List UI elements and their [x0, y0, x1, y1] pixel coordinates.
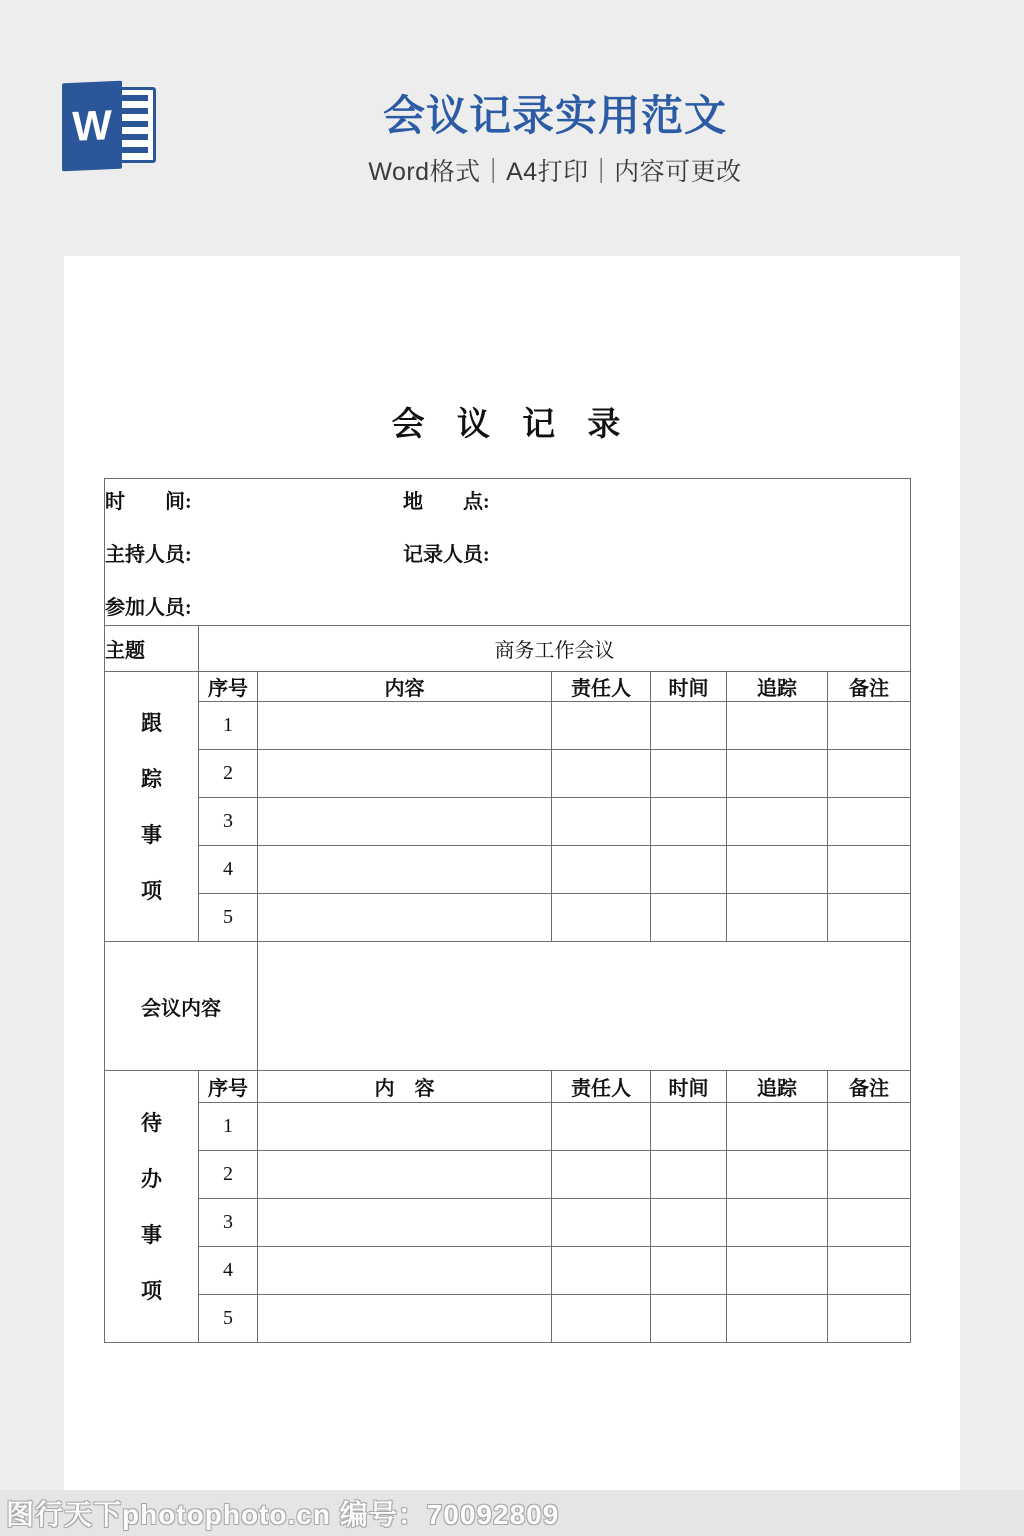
- row-number: 1: [199, 702, 258, 750]
- empty-cell: [828, 846, 911, 894]
- empty-cell: [258, 894, 552, 942]
- empty-cell: [552, 894, 651, 942]
- col-head-remark: 备注: [828, 672, 911, 702]
- info-line-2: [105, 538, 910, 567]
- empty-cell: [651, 750, 727, 798]
- row-number: 4: [199, 846, 258, 894]
- col-head-remark: 备注: [828, 1071, 911, 1103]
- watermark-text: 图行天下photophoto.cn 编号：70092809: [6, 1499, 560, 1530]
- place-label: 地 点:: [403, 490, 490, 513]
- empty-cell: [651, 894, 727, 942]
- recorder-label: 记录人员:: [403, 543, 490, 566]
- meeting-content-label: 会议内容: [105, 942, 258, 1071]
- todo-side-cell: [105, 1071, 199, 1343]
- followup-row-2: [105, 750, 911, 798]
- empty-cell: [552, 798, 651, 846]
- template-subtitle: Word格式｜A4打印｜内容可更改: [368, 158, 742, 187]
- empty-cell: [552, 1295, 651, 1343]
- empty-cell: [258, 750, 552, 798]
- todo-header-row: [105, 1071, 911, 1103]
- col-head-time: 时间: [651, 672, 727, 702]
- empty-cell: [727, 1295, 828, 1343]
- empty-cell: [258, 1199, 552, 1247]
- empty-cell: [258, 798, 552, 846]
- row-number: 3: [199, 798, 258, 846]
- col-head-owner: 责任人: [552, 672, 651, 702]
- empty-cell: [727, 702, 828, 750]
- time-label: 时 间:: [105, 490, 192, 513]
- empty-cell: [651, 1199, 727, 1247]
- row-number: 2: [199, 1151, 258, 1199]
- word-logo-icon: [62, 82, 158, 170]
- empty-cell: [651, 1103, 727, 1151]
- attendees-label: 参加人员:: [105, 596, 192, 619]
- word-letter: W: [72, 101, 112, 150]
- empty-cell: [828, 1199, 911, 1247]
- todo-side-label: 待办事项: [140, 1110, 162, 1303]
- empty-cell: [552, 846, 651, 894]
- empty-cell: [727, 1247, 828, 1295]
- word-blue-panel: [62, 81, 122, 172]
- empty-cell: [828, 1103, 911, 1151]
- col-head-track: 追踪: [727, 672, 828, 702]
- template-title: 会议记录实用范文: [382, 92, 727, 139]
- col-head-seq: 序号: [199, 672, 258, 702]
- info-line-1: [105, 485, 910, 514]
- empty-cell: [552, 1103, 651, 1151]
- row-number: 5: [199, 894, 258, 942]
- info-line-3: [105, 591, 910, 620]
- empty-cell: [552, 1199, 651, 1247]
- empty-cell: [258, 1151, 552, 1199]
- topic-value: 商务工作会议: [199, 626, 911, 672]
- topic-row: [105, 626, 911, 672]
- empty-cell: [727, 1151, 828, 1199]
- header-text: [330, 92, 780, 188]
- empty-cell: [258, 1103, 552, 1151]
- empty-cell: [651, 1295, 727, 1343]
- empty-cell: [552, 702, 651, 750]
- empty-cell: [258, 1295, 552, 1343]
- col-head-content: 内容: [258, 672, 552, 702]
- empty-cell: [828, 702, 911, 750]
- meeting-content-area: [258, 942, 911, 1071]
- empty-cell: [727, 894, 828, 942]
- todo-row-4: [105, 1247, 911, 1295]
- row-number: 2: [199, 750, 258, 798]
- followup-side-cell: [105, 672, 199, 942]
- empty-cell: [552, 1151, 651, 1199]
- row-number: 3: [199, 1199, 258, 1247]
- row-number: 1: [199, 1103, 258, 1151]
- top-header: [0, 0, 1024, 256]
- minutes-table: [104, 478, 911, 1343]
- followup-row-1: [105, 702, 911, 750]
- todo-row-2: [105, 1151, 911, 1199]
- empty-cell: [651, 1151, 727, 1199]
- empty-cell: [651, 846, 727, 894]
- host-label: 主持人员:: [105, 543, 192, 566]
- empty-cell: [828, 1295, 911, 1343]
- document-page: [64, 256, 960, 1522]
- row-number: 5: [199, 1295, 258, 1343]
- empty-cell: [552, 1247, 651, 1295]
- empty-cell: [651, 798, 727, 846]
- topic-label: 主题: [105, 626, 199, 672]
- empty-cell: [727, 798, 828, 846]
- todo-row-5: [105, 1295, 911, 1343]
- empty-cell: [727, 1103, 828, 1151]
- info-row: [105, 479, 911, 626]
- followup-header-row: [105, 672, 911, 702]
- todo-row-1: [105, 1103, 911, 1151]
- document-title: 会 议 记 录: [391, 407, 633, 443]
- todo-row-3: [105, 1199, 911, 1247]
- empty-cell: [552, 750, 651, 798]
- followup-side-label: 跟踪事项: [140, 710, 162, 903]
- col-head-track: 追踪: [727, 1071, 828, 1103]
- footer-bar: [0, 1490, 1024, 1536]
- empty-cell: [727, 750, 828, 798]
- empty-cell: [651, 1247, 727, 1295]
- followup-row-5: [105, 894, 911, 942]
- empty-cell: [651, 702, 727, 750]
- empty-cell: [258, 702, 552, 750]
- empty-cell: [828, 750, 911, 798]
- empty-cell: [258, 1247, 552, 1295]
- empty-cell: [828, 1151, 911, 1199]
- info-cell: [105, 479, 911, 626]
- row-number: 4: [199, 1247, 258, 1295]
- empty-cell: [727, 846, 828, 894]
- col-head-content: 内 容: [258, 1071, 552, 1103]
- followup-row-3: [105, 798, 911, 846]
- meeting-content-row: [105, 942, 911, 1071]
- empty-cell: [258, 846, 552, 894]
- col-head-seq: 序号: [199, 1071, 258, 1103]
- col-head-time: 时间: [651, 1071, 727, 1103]
- followup-row-4: [105, 846, 911, 894]
- empty-cell: [828, 894, 911, 942]
- empty-cell: [727, 1199, 828, 1247]
- col-head-owner: 责任人: [552, 1071, 651, 1103]
- empty-cell: [828, 1247, 911, 1295]
- empty-cell: [828, 798, 911, 846]
